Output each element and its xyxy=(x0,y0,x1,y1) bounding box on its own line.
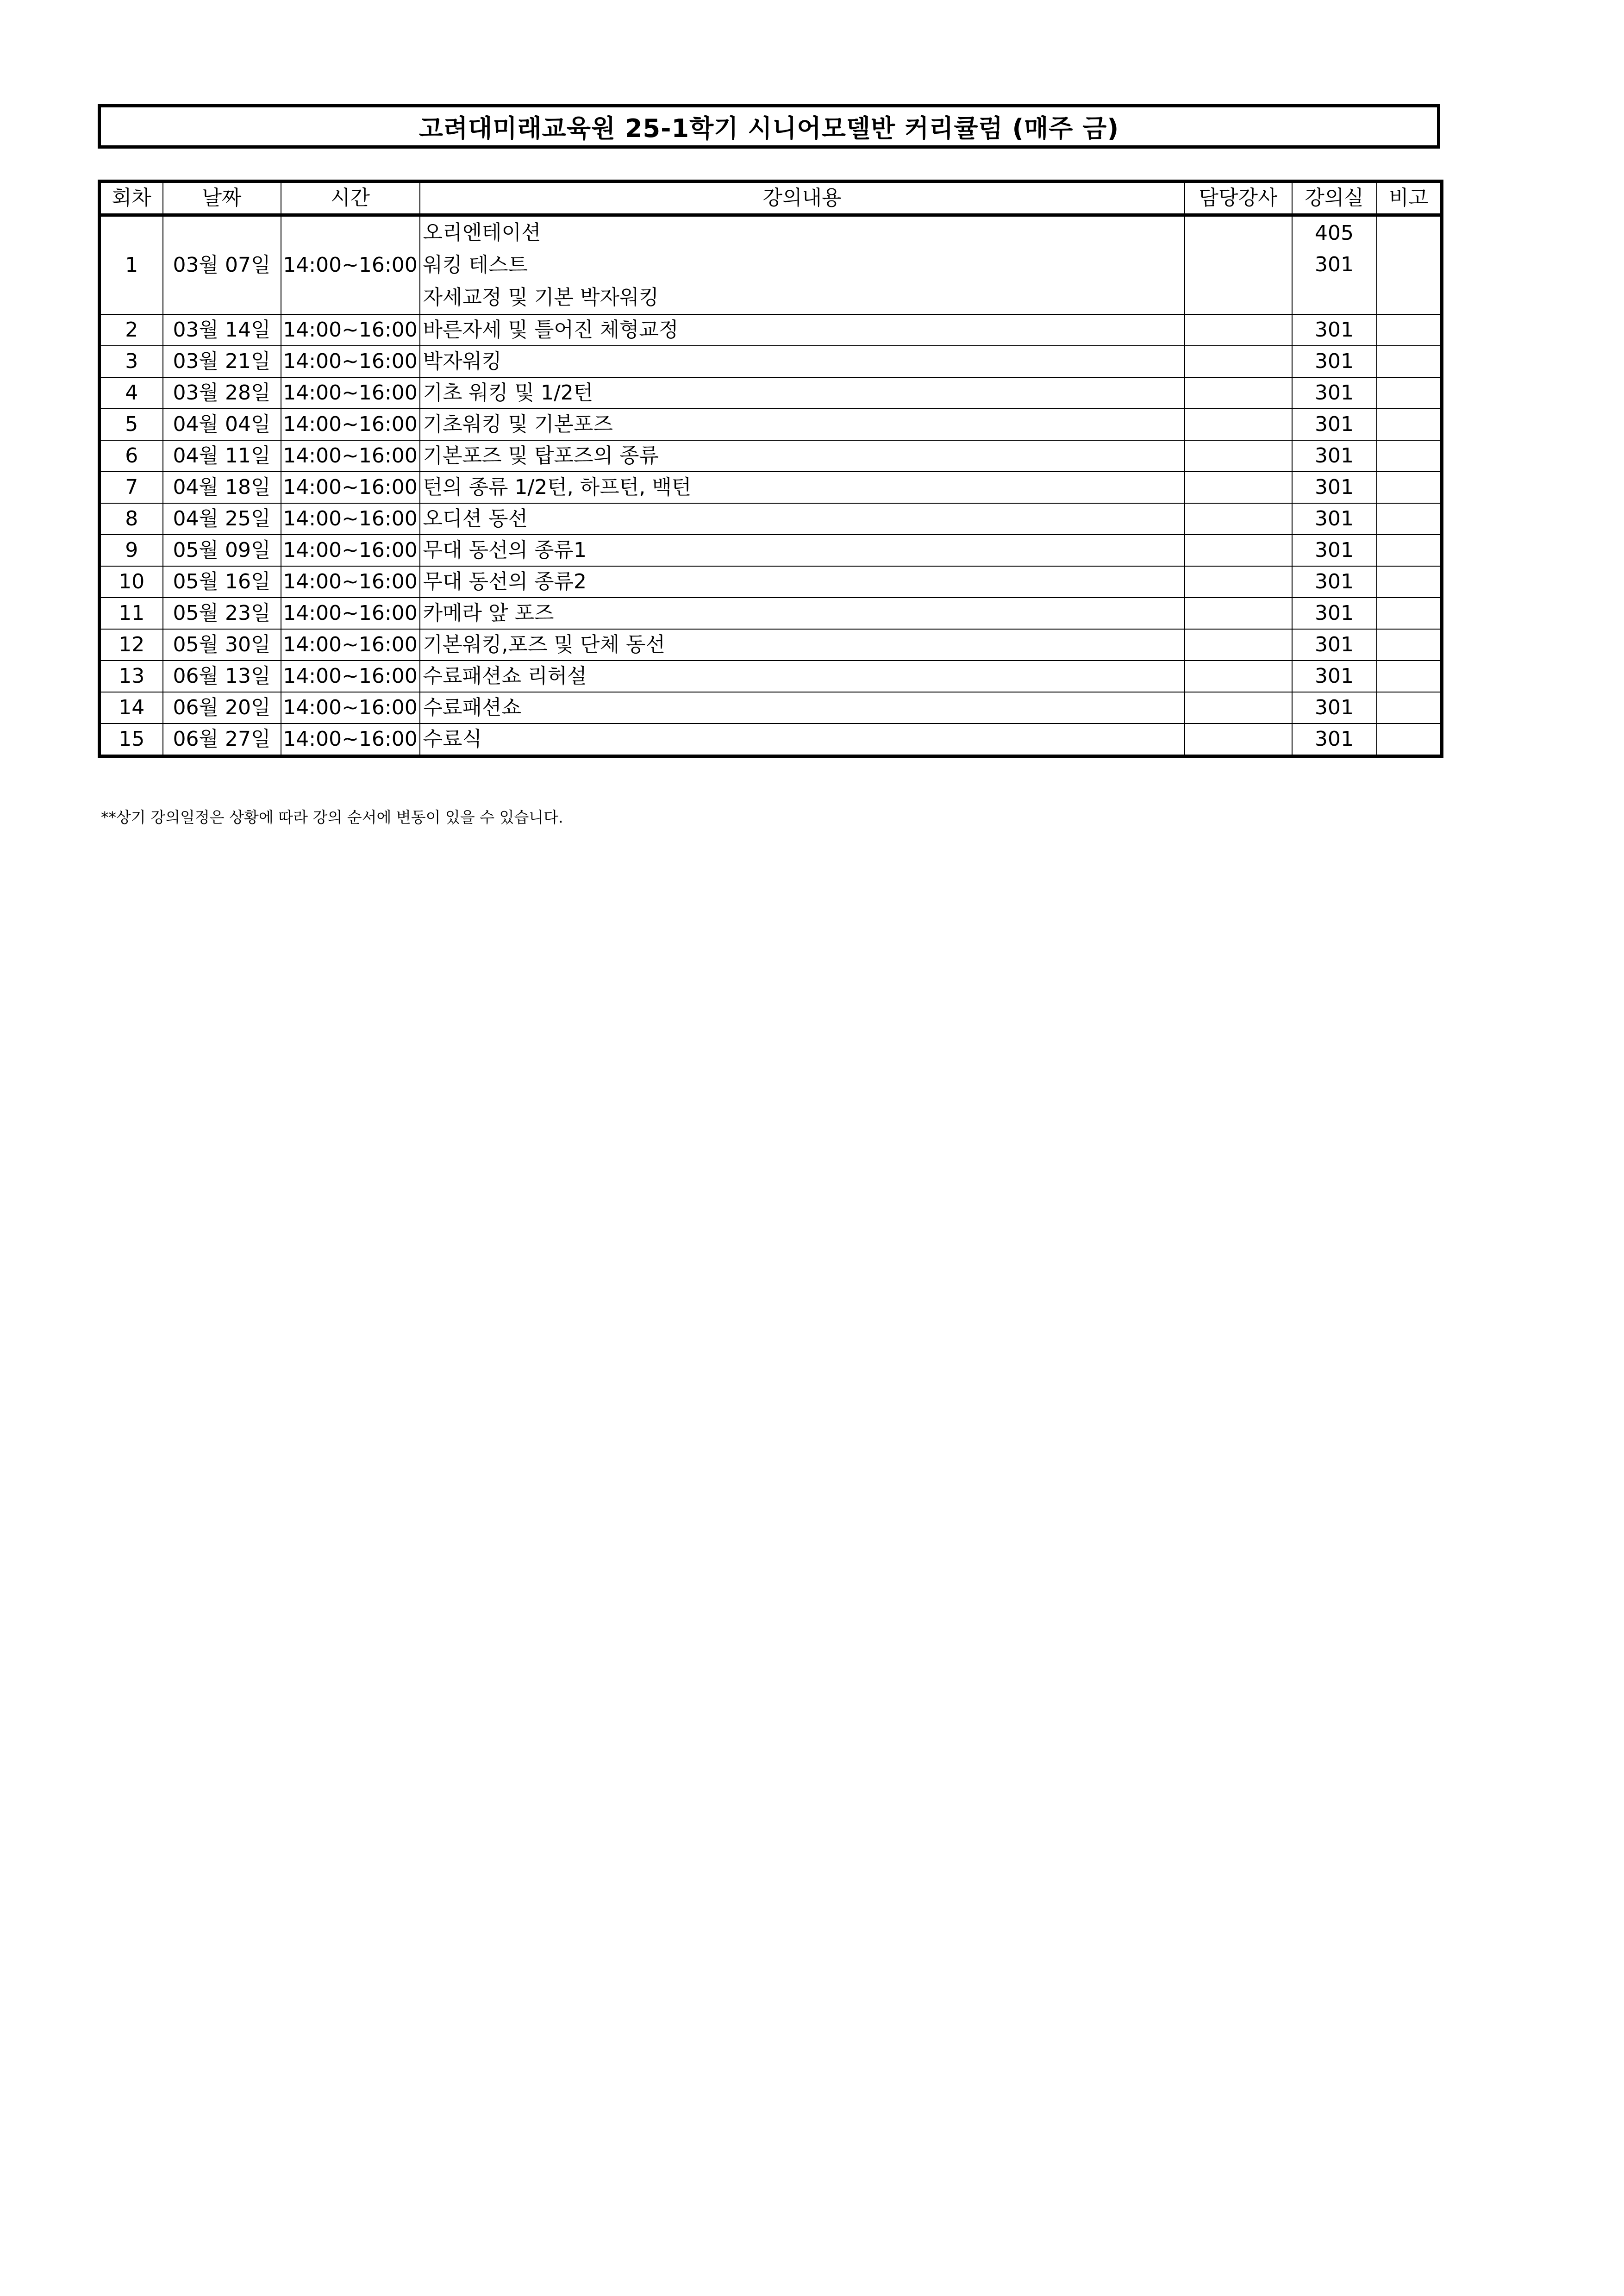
cell-time: 14:00~16:00 xyxy=(281,503,420,535)
cell-instructor xyxy=(1185,503,1292,535)
table-row xyxy=(100,598,1442,629)
cell-instructor xyxy=(1185,409,1292,440)
table-row xyxy=(100,314,1442,346)
cell-instructor xyxy=(1185,535,1292,566)
cell-instructor xyxy=(1185,598,1292,629)
table-row xyxy=(100,535,1442,566)
cell-note xyxy=(1377,346,1442,377)
cell-instructor xyxy=(1185,346,1292,377)
cell-room: 301 xyxy=(1292,692,1377,724)
cell-content: 오디션 동선 xyxy=(420,503,1185,535)
cell-time: 14:00~16:00 xyxy=(281,629,420,661)
cell-date: 06월 20일 xyxy=(163,692,281,724)
cell-session: 13 xyxy=(100,661,163,692)
table-row xyxy=(100,440,1442,472)
cell-room: 301 xyxy=(1292,314,1377,346)
cell-room: 301 xyxy=(1292,440,1377,472)
cell-time: 14:00~16:00 xyxy=(281,440,420,472)
content-line: 워킹 테스트 xyxy=(423,253,528,277)
header-instructor: 담당강사 xyxy=(1185,181,1292,215)
room-line: 301 xyxy=(1315,253,1354,276)
cell-session: 11 xyxy=(100,598,163,629)
cell-date: 05월 23일 xyxy=(163,598,281,629)
cell-date: 03월 21일 xyxy=(163,346,281,377)
cell-content: 기본포즈 및 탑포즈의 종류 xyxy=(420,440,1185,472)
cell-session: 2 xyxy=(100,314,163,346)
header-time: 시간 xyxy=(281,181,420,215)
cell-content: 수료패션쇼 xyxy=(420,692,1185,724)
cell-note xyxy=(1377,724,1442,756)
cell-instructor xyxy=(1185,566,1292,598)
cell-time: 14:00~16:00 xyxy=(281,409,420,440)
cell-time: 14:00~16:00 xyxy=(281,377,420,409)
cell-room: 301 xyxy=(1292,346,1377,377)
cell-room: 301 xyxy=(1292,724,1377,756)
cell-content: 턴의 종류 1/2턴, 하프턴, 백턴 xyxy=(420,472,1185,503)
cell-time: 14:00~16:00 xyxy=(281,535,420,566)
cell-session: 5 xyxy=(100,409,163,440)
cell-date: 04월 04일 xyxy=(163,409,281,440)
cell-content: 바른자세 및 틀어진 체형교정 xyxy=(420,314,1185,346)
curriculum-table xyxy=(98,180,1443,758)
content-line: 오리엔테이션 xyxy=(423,221,541,244)
cell-content: 카메라 앞 포즈 xyxy=(420,598,1185,629)
cell-note xyxy=(1377,692,1442,724)
cell-date: 05월 16일 xyxy=(163,566,281,598)
cell-note xyxy=(1377,503,1442,535)
cell-session: 10 xyxy=(100,566,163,598)
cell-note xyxy=(1377,598,1442,629)
cell-time: 14:00~16:00 xyxy=(281,661,420,692)
table-row xyxy=(100,377,1442,409)
table-row xyxy=(100,409,1442,440)
room-line: 405 xyxy=(1315,221,1354,245)
cell-room: 301 xyxy=(1292,503,1377,535)
cell-date: 06월 27일 xyxy=(163,724,281,756)
content-line: 자세교정 및 기본 박자워킹 xyxy=(423,286,659,309)
cell-session: 4 xyxy=(100,377,163,409)
cell-content: 무대 동선의 종류1 xyxy=(420,535,1185,566)
cell-content: 수료식 xyxy=(420,724,1185,756)
cell-session: 6 xyxy=(100,440,163,472)
cell-instructor xyxy=(1185,314,1292,346)
cell-instructor xyxy=(1185,692,1292,724)
cell-session: 15 xyxy=(100,724,163,756)
cell-session: 1 xyxy=(100,215,163,315)
header-content: 강의내용 xyxy=(420,181,1185,215)
cell-time: 14:00~16:00 xyxy=(281,215,420,315)
table-row-first xyxy=(100,215,1442,315)
cell-date: 03월 14일 xyxy=(163,314,281,346)
cell-session: 7 xyxy=(100,472,163,503)
header-room: 강의실 xyxy=(1292,181,1377,215)
cell-content xyxy=(420,215,1185,315)
cell-time: 14:00~16:00 xyxy=(281,314,420,346)
cell-note xyxy=(1377,629,1442,661)
cell-instructor xyxy=(1185,629,1292,661)
cell-note xyxy=(1377,566,1442,598)
cell-instructor xyxy=(1185,472,1292,503)
cell-room: 301 xyxy=(1292,661,1377,692)
cell-instructor xyxy=(1185,724,1292,756)
cell-session: 14 xyxy=(100,692,163,724)
cell-note xyxy=(1377,377,1442,409)
cell-content: 기본워킹,포즈 및 단체 동선 xyxy=(420,629,1185,661)
cell-room: 301 xyxy=(1292,598,1377,629)
cell-room xyxy=(1292,215,1377,315)
cell-room: 301 xyxy=(1292,377,1377,409)
table-header-row xyxy=(100,181,1442,215)
cell-time: 14:00~16:00 xyxy=(281,346,420,377)
cell-room: 301 xyxy=(1292,472,1377,503)
cell-time: 14:00~16:00 xyxy=(281,472,420,503)
cell-session: 3 xyxy=(100,346,163,377)
cell-date: 04월 18일 xyxy=(163,472,281,503)
cell-content: 수료패션쇼 리허설 xyxy=(420,661,1185,692)
cell-content: 기초워킹 및 기본포즈 xyxy=(420,409,1185,440)
cell-time: 14:00~16:00 xyxy=(281,692,420,724)
table-row xyxy=(100,629,1442,661)
cell-note xyxy=(1377,314,1442,346)
table-row xyxy=(100,503,1442,535)
cell-content: 박자워킹 xyxy=(420,346,1185,377)
cell-instructor xyxy=(1185,215,1292,315)
cell-room: 301 xyxy=(1292,409,1377,440)
cell-session: 12 xyxy=(100,629,163,661)
cell-note xyxy=(1377,535,1442,566)
cell-content: 무대 동선의 종류2 xyxy=(420,566,1185,598)
table-row xyxy=(100,346,1442,377)
cell-date: 03월 28일 xyxy=(163,377,281,409)
cell-date: 05월 09일 xyxy=(163,535,281,566)
cell-instructor xyxy=(1185,377,1292,409)
table-row xyxy=(100,692,1442,724)
cell-note xyxy=(1377,661,1442,692)
cell-date: 06월 13일 xyxy=(163,661,281,692)
page-title: 고려대미래교육원 25-1학기 시니어모델반 커리큘럼 (매주 금) xyxy=(418,113,1119,143)
cell-time: 14:00~16:00 xyxy=(281,724,420,756)
cell-room: 301 xyxy=(1292,629,1377,661)
cell-time: 14:00~16:00 xyxy=(281,598,420,629)
cell-session: 9 xyxy=(100,535,163,566)
footnote: **상기 강의일정은 상황에 따라 강의 순서에 변동이 있을 수 있습니다. xyxy=(101,808,563,826)
title-box xyxy=(98,104,1440,149)
table-row xyxy=(100,566,1442,598)
cell-note xyxy=(1377,215,1442,315)
cell-date: 05월 30일 xyxy=(163,629,281,661)
cell-time: 14:00~16:00 xyxy=(281,566,420,598)
table-row xyxy=(100,472,1442,503)
cell-session: 8 xyxy=(100,503,163,535)
cell-note xyxy=(1377,409,1442,440)
cell-date: 03월 07일 xyxy=(163,215,281,315)
cell-content: 기초 워킹 및 1/2턴 xyxy=(420,377,1185,409)
table-row xyxy=(100,724,1442,756)
cell-date: 04월 11일 xyxy=(163,440,281,472)
cell-instructor xyxy=(1185,440,1292,472)
cell-note xyxy=(1377,472,1442,503)
header-note: 비고 xyxy=(1377,181,1442,215)
table-row xyxy=(100,661,1442,692)
cell-instructor xyxy=(1185,661,1292,692)
cell-note xyxy=(1377,440,1442,472)
header-date: 날짜 xyxy=(163,181,281,215)
cell-room: 301 xyxy=(1292,535,1377,566)
cell-room: 301 xyxy=(1292,566,1377,598)
cell-date: 04월 25일 xyxy=(163,503,281,535)
header-session: 회차 xyxy=(100,181,163,215)
